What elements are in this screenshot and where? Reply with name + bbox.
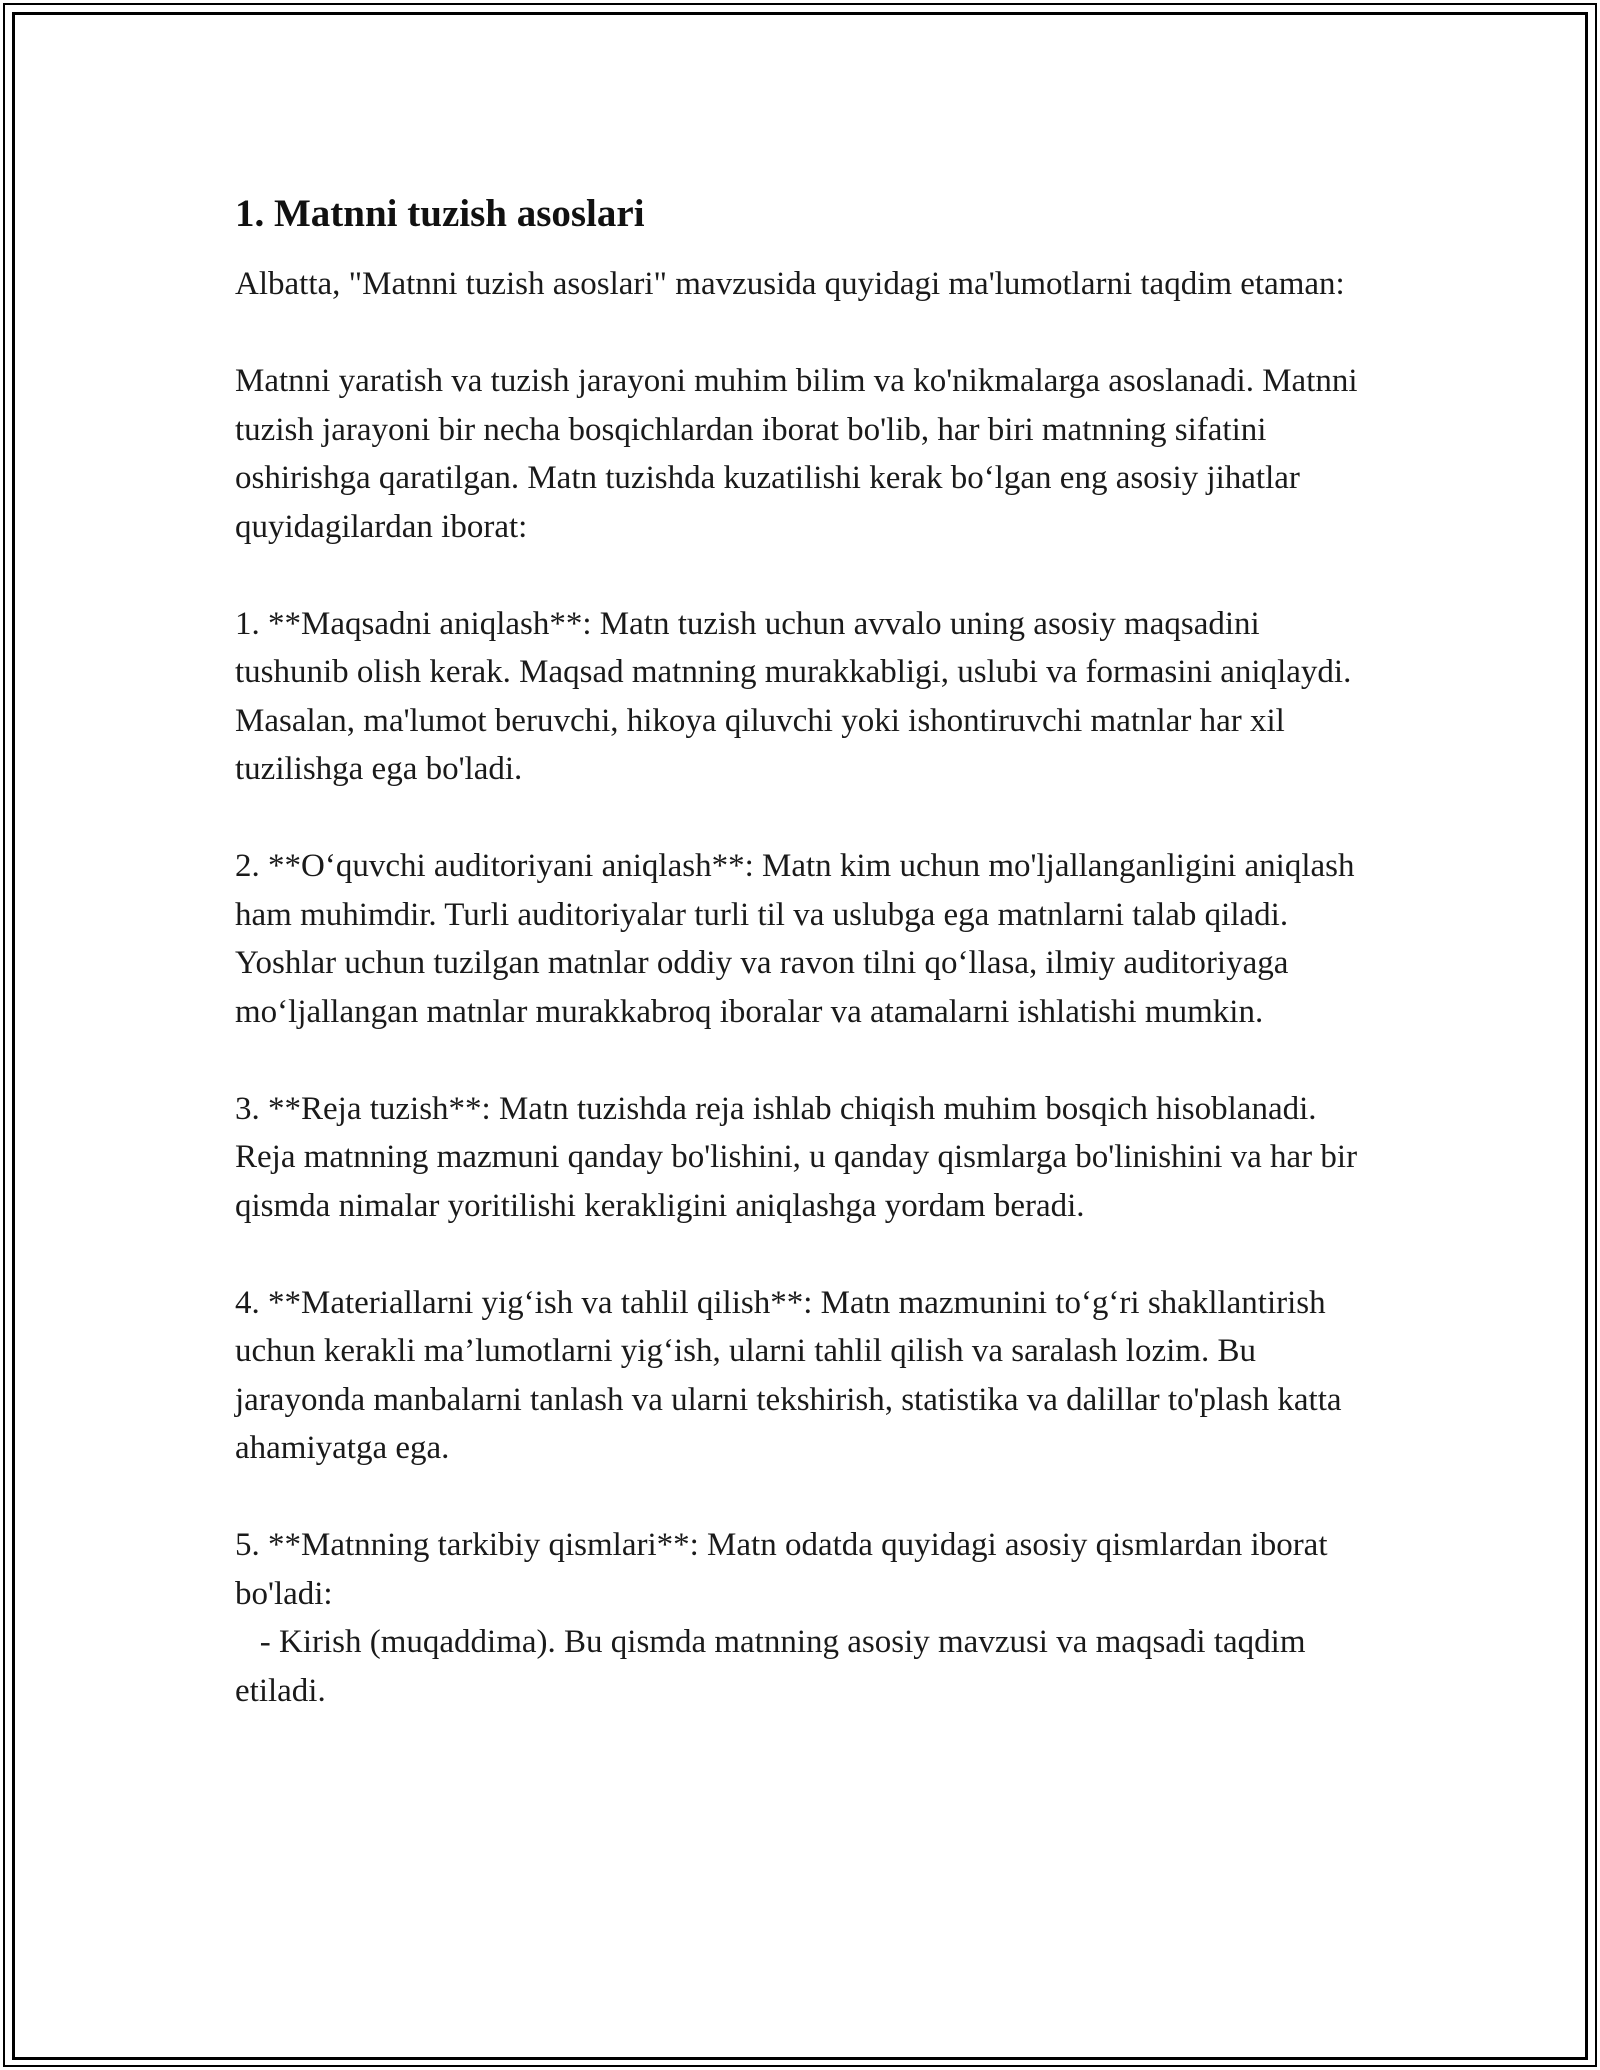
list-item-4: 4. **Materiallarni yig‘ish va tahlil qilish**: Matn mazmunini to‘g‘ri shakllantirish uchun kerakli ma’lumotlarni yig‘ish, ularni tahlil qilish va saralash lozim. Bu jarayonda manbalarni tanlash va ularni tekshirish, statistika va dalillar to'plash katta ahamiyatga ega. (235, 1284, 1350, 1466)
sub-item-kirish: - Kirish (muqaddima). Bu qismda matnning asosiy mavzusi va maqsadi taqdim etiladi. (235, 1624, 1314, 1709)
section-heading: 1. Matnni tuzish asoslari (235, 192, 645, 235)
overview-paragraph: Matnni yaratish va tuzish jarayoni muhim bilim va ko'nikmalarga asoslanadi. Matnni tuzish jarayoni bir necha bosqichlardan iborat bo'lib, har biri matnning sifatini oshirishga qaratilgan. Matn tuzishda kuzatilishi kerak bo‘lgan eng asosiy jihatlar quyidagilardan iborat: (235, 363, 1366, 545)
document-body (235, 186, 1366, 1715)
list-item-2: 2. **O‘quvchi auditoriyani aniqlash**: Matn kim uchun mo'ljallanganligini aniqlash ham muhimdir. Turli auditoriyalar turli til va uslubga ega matnlarni talab qiladi. Yoshlar uchun tuzilgan matnlar oddiy va ravon tilni qo‘llasa, ilmiy auditoriyaga mo‘ljallangan matnlar murakkabroq iboralar va atamalarni ishlatishi mumkin. (235, 848, 1363, 1030)
list-item-1: 1. **Maqsadni aniqlash**: Matn tuzish uchun avvalo uning asosiy maqsadini tushunib olish kerak. Maqsad matnning murakkabligi, uslubi va formasini aniqlaydi. Masalan, ma'lumot beruvchi, hikoya qiluvchi yoki ishontiruvchi matnlar har xil tuzilishga ega bo'ladi. (235, 605, 1360, 787)
list-item-5-text: 5. **Matnning tarkibiy qismlari**: Matn odatda quyidagi asosiy qismlardan iborat bo'ladi: (235, 1527, 1336, 1612)
list-item-5 (235, 1521, 1360, 1715)
intro-paragraph: Albatta, "Matnni tuzish asoslari" mavzusida quyidagi ma'lumotlarni taqdim etaman: (235, 266, 1345, 302)
list-item-3: 3. **Reja tuzish**: Matn tuzishda reja ishlab chiqish muhim bosqich hisoblanadi. Reja matnning mazmuni qanday bo'lishini, u qanday qismlarga bo'linishini va har bir qismda nimalar yoritilishi kerakligini aniqlashga yordam beradi. (235, 1090, 1366, 1224)
